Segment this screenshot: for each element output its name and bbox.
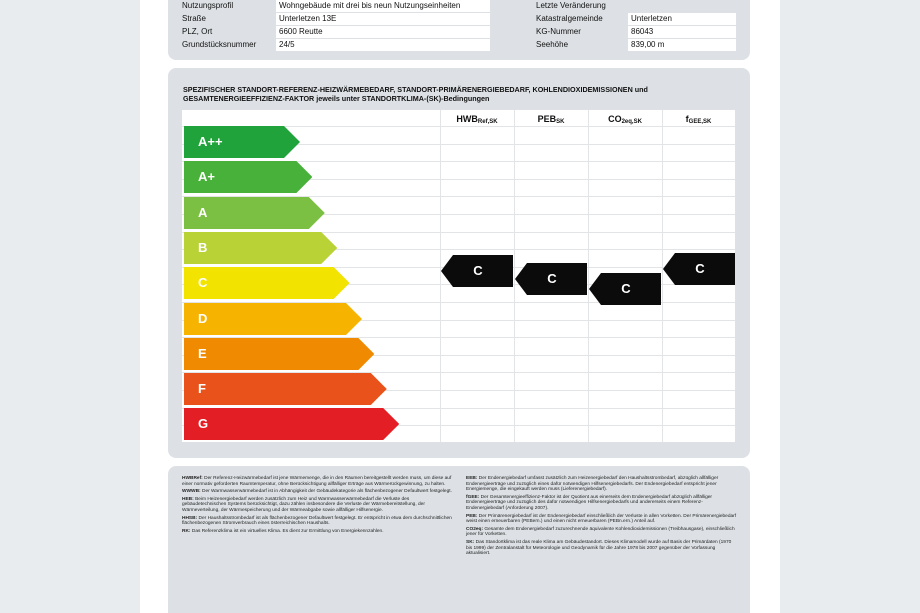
definition-text: Gesamte dem Endenergiebedarf zuzurechnende äquivalente Kohlendioxidemissionen (Treibhausgase), einschließlich jener für Vorketten. xyxy=(466,526,735,538)
definition-text: Der Primärenergiebedarf ist der Endenergiebedarf einschließlich der Verluste in allen Vorketten. Der Primärenergiebedarf weist einen erneuerbaren (PEBern.) und einen nicht erneuerbaren (PEBn.ern.) Anteil auf. xyxy=(466,513,737,525)
building-info-panel xyxy=(168,0,750,60)
definition-item xyxy=(466,527,738,538)
info-label: PLZ, Ort xyxy=(182,27,213,36)
rating-marker-3 xyxy=(663,253,735,285)
class-label: E xyxy=(198,345,207,361)
rating-marker-0 xyxy=(441,255,515,287)
class-bar-d xyxy=(184,303,362,335)
definition-item xyxy=(466,476,738,493)
class-label: A+ xyxy=(198,169,215,185)
class-bar-f xyxy=(184,373,387,405)
definition-item xyxy=(182,529,454,535)
class-bar-aplus xyxy=(184,161,312,193)
rating-marker-label: C xyxy=(695,261,705,277)
info-label: Grundstücksnummer xyxy=(182,40,257,49)
info-value: Unterletzen xyxy=(628,13,736,25)
rating-grid xyxy=(182,110,735,442)
definition-term: WWWB: xyxy=(182,489,202,495)
class-label: D xyxy=(198,310,208,326)
info-label: Straße xyxy=(182,14,207,23)
info-value: Unterletzen 13E xyxy=(276,13,490,25)
info-label: Seehöhe xyxy=(536,40,569,49)
definition-item xyxy=(182,516,454,527)
class-label: G xyxy=(198,416,209,432)
class-label: A++ xyxy=(198,134,223,149)
rating-marker-1 xyxy=(515,263,589,295)
info-label: Katastralgemeinde xyxy=(536,14,603,23)
column-header-co2: $CO_{2eq,SK}$ xyxy=(608,114,642,125)
class-bar-c xyxy=(184,267,350,299)
definition-term: SK: xyxy=(466,539,476,545)
info-label: KG-Nummer xyxy=(536,27,581,36)
definition-text: Das Standortklima ist das reale Klima am Gebäudestandort. Dieses Klimamodell wurde auf Basis der Primärdaten (1970 bis 1999) der Zentralanstalt für Meteorologie und Geodynamik für die Jahre 1978 bis 2007 gegenüber der Vorfassung aktualisiert. xyxy=(466,539,732,557)
definition-text: Der Warmwasserwärmebedarf ist in Abhängigkeit der Gebäudekategorie als flächenbezogener Defaultwert festgelegt. xyxy=(201,489,452,495)
class-bar-g xyxy=(184,408,399,440)
info-value: 6600 Reutte xyxy=(276,26,490,38)
definition-term: CO2eq: xyxy=(466,526,485,532)
definition-term: HHSB: xyxy=(182,515,199,521)
definitions-panel xyxy=(168,466,750,613)
definition-text: Der Haushaltsstrombedarf ist als flächenbezogener Defaultwert festgelegt. Er entspricht in etwa dem durchschnittlichen flächenbezogenen Stromverbrauch eines österreichischen Haushalts. xyxy=(182,515,452,527)
definition-item xyxy=(466,495,738,512)
class-label: C xyxy=(198,275,208,291)
info-value: Wohngebäude mit drei bis neun Nutzungseinheiten xyxy=(276,0,490,12)
definition-item xyxy=(466,514,738,525)
definition-item xyxy=(182,476,454,487)
class-bar-e xyxy=(184,338,374,370)
definition-item xyxy=(182,489,454,495)
column-header-fgee: $f_{GEE,SK}$ xyxy=(685,114,712,125)
info-value: 839,00 m xyxy=(628,39,736,51)
class-bar-a xyxy=(184,197,325,229)
info-label: Nutzungsprofil xyxy=(182,1,234,10)
definitions-left xyxy=(182,476,454,536)
definition-item xyxy=(182,497,454,514)
definition-text: Der Referenz-Heizwärmebedarf ist jene Wärmemenge, die in den Räumen bereitgestellt werden muss, um diese auf einer normativ geforderten Raumtemperatur, ohne Berücksichtigung allfälliger Erträge aus Wärmerückgewinnung, zu halten. xyxy=(182,476,452,487)
definition-text: Das Referenzklima ist ein virtuelles Klima. Es dient zur Ermittlung von Energiekennzahlen. xyxy=(191,528,384,534)
rating-marker-label: C xyxy=(473,263,483,279)
definition-term: EEB: xyxy=(466,476,479,481)
definition-text: Der Gesamtenergieeffizienz-Faktor ist der Quotient aus einerseits dem Endenergiebedarf abzüglich allfälliger Endenergieerträge und zuzüglich des dafür notwendigen Hilfsenergiebedarfs und andererseits einem Referenz-Endenergiebedarf (Anforderung 2007). xyxy=(466,494,713,511)
class-label: F xyxy=(198,381,206,397)
class-bar-aplusplus xyxy=(184,126,300,158)
definition-item xyxy=(466,540,738,557)
definition-term: fGEE: xyxy=(466,494,481,500)
info-value: 86043 xyxy=(628,26,736,38)
definition-text: Der Endenergiebedarf umfasst zusätzlich zum Heizenergiebedarf den Haushaltsstrombedarf, abzüglich allfälliger Endenergieerträge und zuzüglich eines dafür notwendigen Hilfsenergiebedarfs. Der Endenergiebedarf entspricht jener Energiemenge, die eingekauft werden muss (Lieferenergiebedarf). xyxy=(466,476,719,493)
column-header-hwb: $HWB_{Ref,SK}$ xyxy=(456,114,498,125)
definitions-right xyxy=(466,476,738,559)
rating-marker-label: C xyxy=(621,281,631,297)
rating-marker-2 xyxy=(589,273,663,305)
class-bar-b xyxy=(184,232,337,264)
energy-rating-panel xyxy=(168,68,750,458)
definition-term: HEB: xyxy=(182,496,196,502)
definition-text: Beim Heizenergiebedarf werden zusätzlich zum Heiz und Warmwasserwärmebedarf die Verluste des gebäudetechnischen Systems berücksichtigt, dazu zählen insbesondere die Verluste der Wärmebereitstellung, der Wärmeverteilung, der Wärmespeicherung und der Wärmeabgabe sowie allfälliger Hilfsenergie. xyxy=(182,496,425,513)
column-header-peb: $PEB_{SK}$ xyxy=(537,114,565,125)
definition-term: HWBRef: xyxy=(182,476,205,481)
info-label: Letzte Veränderung xyxy=(536,1,606,10)
class-label: B xyxy=(198,239,208,255)
chart-title: SPEZIFISCHER STANDORT-REFERENZ-HEIZWÄRMEBEDARF, STANDORT-PRIMÄRENERGIEBEDARF, KOHLENDIOXIDEMISSIONEN und GESAMTENERGIEEFFIZIENZ-FAKTOR jeweils unter STANDORTKLIMA-(SK)-Bedingungen xyxy=(183,85,648,103)
info-value: 24/5 xyxy=(276,39,490,51)
definition-term: RK: xyxy=(182,528,192,534)
rating-marker-label: C xyxy=(547,271,557,287)
definition-term: PEB: xyxy=(466,513,479,519)
class-label: A xyxy=(198,204,208,220)
